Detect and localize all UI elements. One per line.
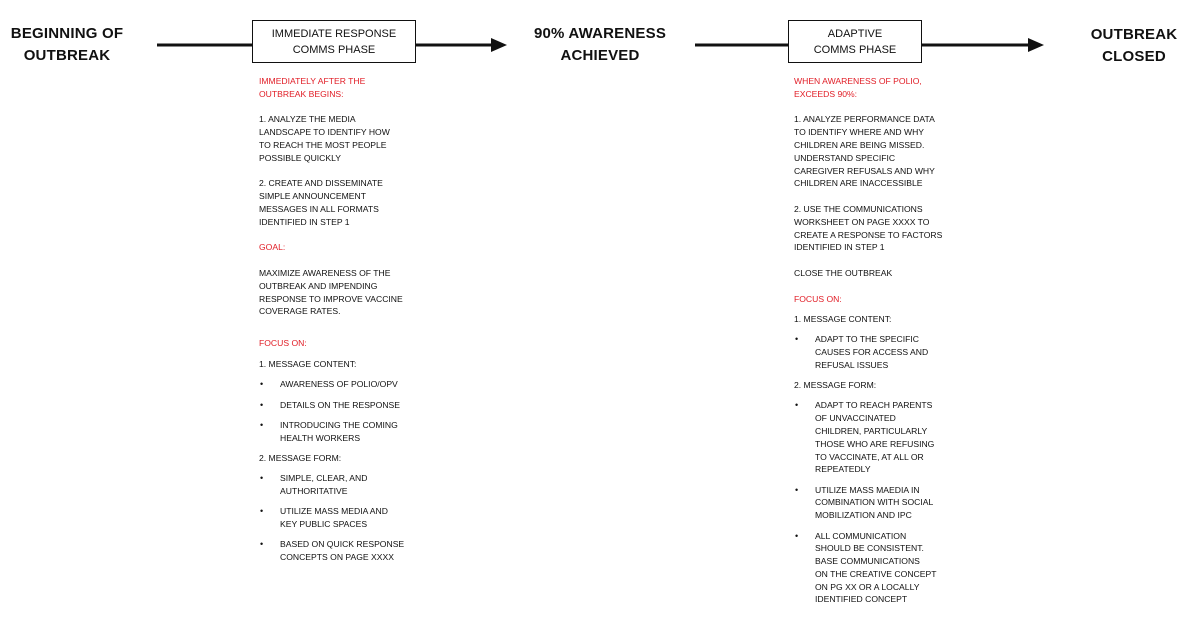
text-line: CHILDREN ARE BEING MISSED.: [794, 139, 925, 150]
text-line: CHILDREN, PARTICULARLY: [815, 425, 928, 436]
text-line: • ADAPT TO THE SPECIFIC: [815, 334, 919, 345]
text-line: SHOULD BE CONSISTENT.: [815, 543, 924, 554]
text-line: 2. MESSAGE FORM:: [259, 452, 342, 463]
list-item: [794, 333, 994, 371]
list-item: [794, 399, 994, 476]
text-line: IMMEDIATELY AFTER THE: [259, 76, 366, 86]
text-line: 2. MESSAGE FORM:: [794, 380, 877, 391]
milestone-beginning-of-outbreak: [4, 23, 130, 67]
text-line: TO IDENTIFY WHERE AND WHY: [794, 127, 925, 138]
text-line: CAUSES FOR ACCESS AND: [815, 346, 929, 357]
milestone-awareness-achieved: [530, 23, 670, 67]
text-line: FOCUS ON:: [794, 293, 842, 304]
list-item: [794, 530, 994, 607]
text-line: ON THE CREATIVE CONCEPT: [815, 568, 937, 579]
text-line: HEALTH WORKERS: [280, 432, 361, 443]
milestone-line: CLOSED: [1102, 48, 1166, 65]
phase2-details: [794, 75, 994, 614]
list-item: [259, 419, 459, 445]
text-line: TO REACH THE MOST PEOPLE: [259, 139, 387, 150]
text-line: • UTILIZE MASS MAEDIA IN: [815, 484, 920, 495]
text-line: POSSIBLE QUICKLY: [259, 152, 341, 163]
phase2-content-list: [794, 333, 994, 371]
phase2-step-2: [794, 203, 994, 254]
arrowhead-2: [1028, 38, 1044, 52]
phase1-form-label: [259, 452, 459, 465]
text-line: 2. CREATE AND DISSEMINATE: [259, 178, 383, 189]
text-line: ON PG XX OR A LOCALLY: [815, 581, 920, 592]
phase-box-line: COMMS PHASE: [813, 43, 897, 56]
milestone-line: OUTBREAK: [23, 47, 111, 64]
text-line: REFUSAL ISSUES: [815, 359, 889, 370]
list-item: [794, 484, 994, 522]
text-line: • INTRODUCING THE COMING: [280, 419, 398, 430]
text-line: EXCEEDS 90%:: [794, 88, 858, 99]
text-line: IDENTIFIED IN STEP 1: [259, 216, 350, 227]
text-line: TO VACCINATE, AT ALL OR: [815, 451, 924, 462]
phase2-form-list: [794, 399, 994, 606]
text-line: 2. USE THE COMMUNICATIONS: [794, 203, 923, 214]
text-line: MESSAGES IN ALL FORMATS: [259, 203, 379, 214]
text-line: • ALL COMMUNICATION: [815, 530, 907, 541]
list-item: [259, 472, 459, 498]
text-line: BASE COMMUNICATIONS: [815, 556, 920, 567]
phase-box-immediate-response: [252, 20, 416, 63]
text-line: 1. MESSAGE CONTENT:: [794, 313, 892, 324]
text-line: • UTILIZE MASS MEDIA AND: [280, 506, 388, 517]
list-item: [259, 538, 459, 564]
phase-box-line: ADAPTIVE: [827, 27, 883, 40]
text-line: CLOSE THE OUTBREAK: [794, 267, 893, 278]
milestone-line: 90% AWARENESS: [533, 25, 667, 42]
text-line: LANDSCAPE TO IDENTIFY HOW: [259, 127, 390, 138]
text-line: CONCEPTS ON PAGE XXXX: [280, 552, 394, 563]
list-item: [259, 378, 459, 391]
phase1-step-2: [259, 177, 459, 228]
phase1-step-1: [259, 113, 459, 164]
phase2-focus-label: [794, 293, 994, 306]
phase1-content-label: [259, 358, 459, 371]
text-line: THOSE WHO ARE REFUSING: [815, 438, 935, 449]
text-line: CAREGIVER REFUSALS AND WHY: [794, 165, 935, 176]
text-line: OF UNVACCINATED: [815, 413, 896, 424]
phase1-goal-label: [259, 241, 459, 254]
text-line: • DETAILS ON THE RESPONSE: [280, 399, 401, 410]
phase1-intro: [259, 75, 459, 101]
phase-box-line: COMMS PHASE: [292, 43, 376, 56]
text-line: AUTHORITATIVE: [280, 486, 348, 497]
text-line: UNDERSTAND SPECIFIC: [794, 152, 896, 163]
text-line: REPEATEDLY: [815, 464, 871, 475]
text-line: CHILDREN ARE INACCESSIBLE: [794, 178, 923, 189]
text-line: IDENTIFIED IN STEP 1: [794, 242, 885, 253]
phase-box-adaptive: [788, 20, 922, 63]
phase2-intro: [794, 75, 994, 101]
text-line: 1. MESSAGE CONTENT:: [259, 358, 357, 369]
phase1-focus-label: [259, 337, 459, 350]
phase1-details: [259, 75, 459, 572]
text-line: 1. ANALYZE PERFORMANCE DATA: [794, 114, 935, 125]
text-line: WHEN AWARENESS OF POLIO,: [794, 76, 922, 86]
text-line: CREATE A RESPONSE TO FACTORS: [794, 229, 943, 240]
text-line: SIMPLE ANNOUNCEMENT: [259, 191, 366, 202]
text-line: RESPONSE TO IMPROVE VACCINE: [259, 293, 403, 304]
phase2-step-1: [794, 113, 994, 190]
text-line: IDENTIFIED CONCEPT: [815, 594, 908, 605]
milestone-line: ACHIEVED: [560, 47, 640, 64]
text-line: KEY PUBLIC SPACES: [280, 519, 368, 530]
milestone-line: BEGINNING OF: [10, 25, 124, 42]
text-line: MOBILIZATION AND IPC: [815, 510, 912, 521]
text-line: • AWARENESS OF POLIO/OPV: [280, 379, 398, 390]
text-line: • ADAPT TO REACH PARENTS: [815, 400, 933, 411]
text-line: 1. ANALYZE THE MEDIA: [259, 114, 356, 125]
phase2-form-label: [794, 379, 994, 392]
phase1-goal: [259, 267, 459, 318]
text-line: • SIMPLE, CLEAR, AND: [280, 473, 368, 484]
text-line: WORKSHEET ON PAGE XXXX TO: [794, 216, 930, 227]
text-line: OUTBREAK AND IMPENDING: [259, 280, 378, 291]
milestone-outbreak-closed: [1080, 24, 1188, 68]
arrowhead-1: [491, 38, 507, 52]
phase1-form-list: [259, 472, 459, 564]
text-line: FOCUS ON:: [259, 338, 307, 349]
list-item: [259, 505, 459, 531]
text-line: GOAL:: [259, 242, 286, 253]
phase-box-line: IMMEDIATE RESPONSE: [271, 27, 397, 40]
text-line: MAXIMIZE AWARENESS OF THE: [259, 267, 391, 278]
text-line: COVERAGE RATES.: [259, 306, 341, 317]
phase2-close: [794, 267, 994, 280]
text-line: • BASED ON QUICK RESPONSE: [280, 539, 405, 550]
text-line: OUTBREAK BEGINS:: [259, 88, 344, 99]
text-line: COMBINATION WITH SOCIAL: [815, 497, 934, 508]
phase2-content-label: [794, 313, 994, 326]
list-item: [259, 399, 459, 412]
phase1-content-list: [259, 378, 459, 444]
milestone-line: OUTBREAK: [1090, 26, 1178, 43]
